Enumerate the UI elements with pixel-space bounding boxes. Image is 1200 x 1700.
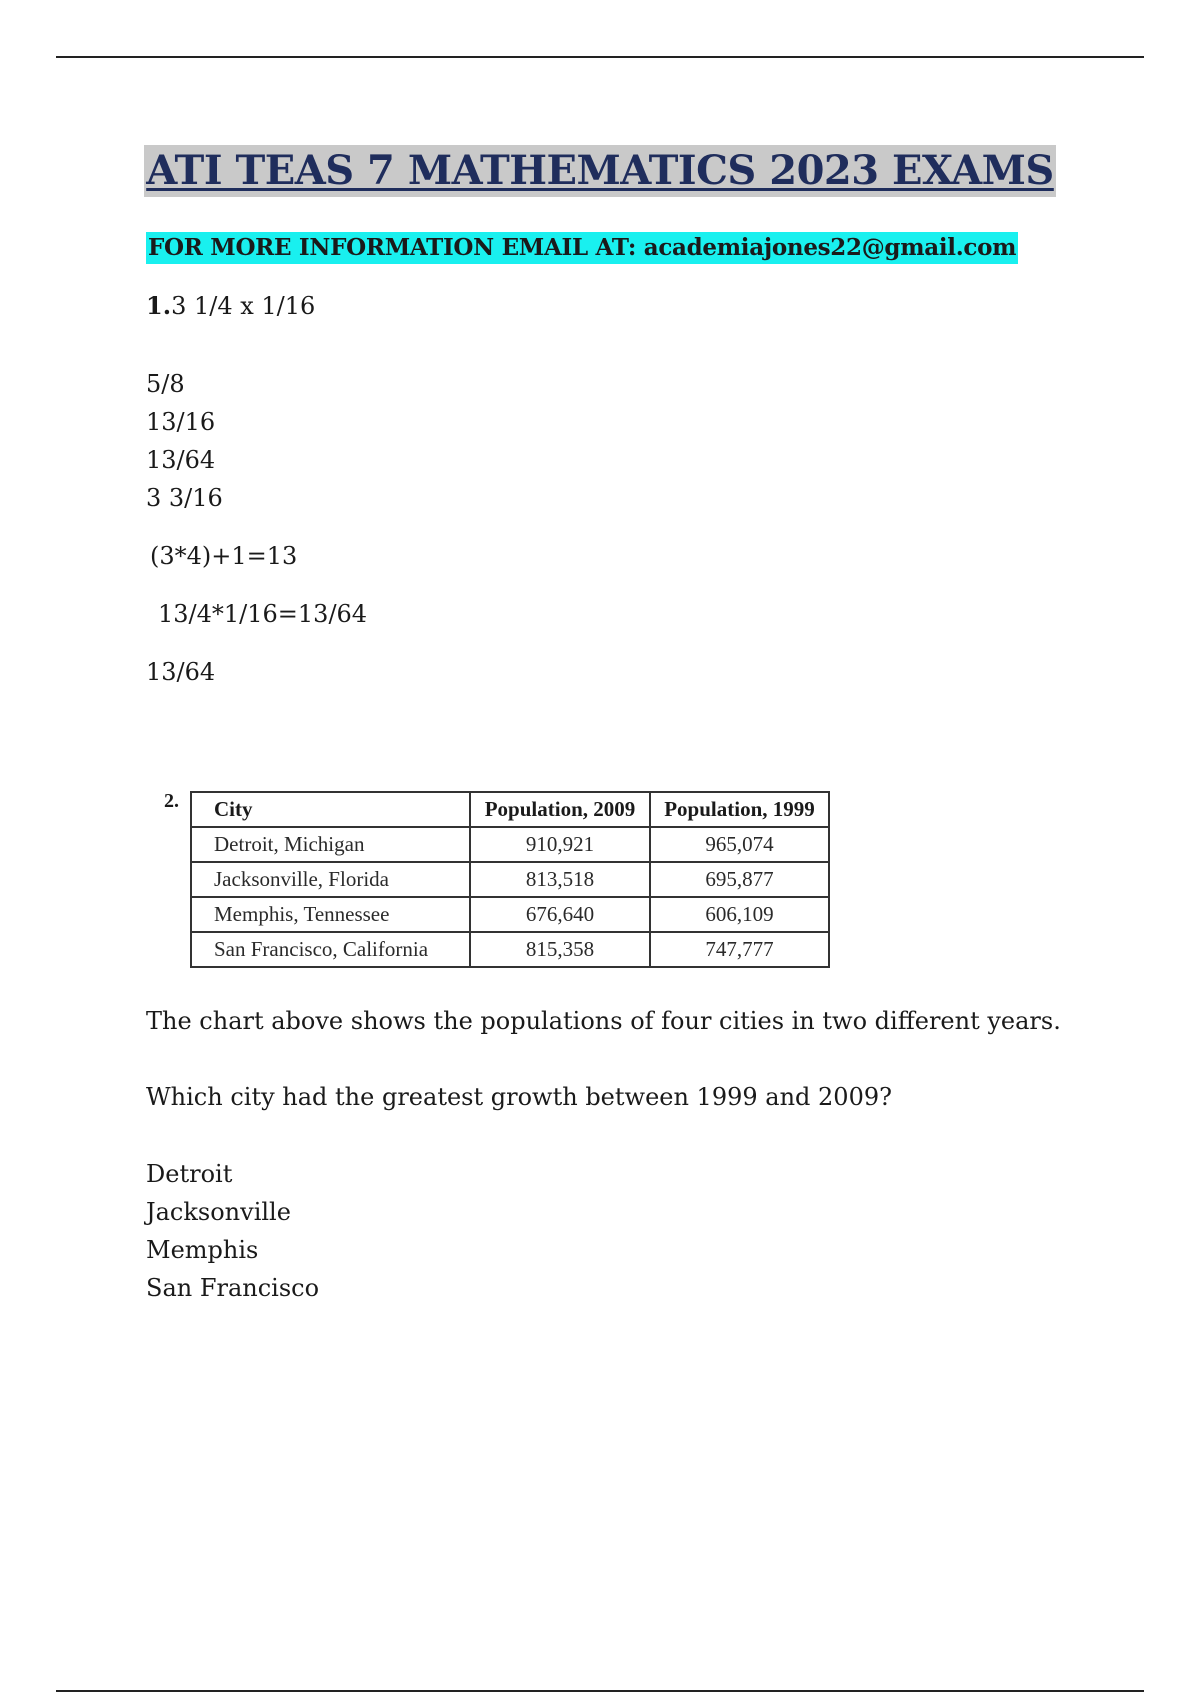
- question-1-work-step: 13/4*1/16=13/64: [158, 600, 368, 628]
- question-1-text: 3 1/4 x 1/16: [171, 292, 316, 320]
- table-row: [191, 932, 829, 967]
- document-title: ATI TEAS 7 MATHEMATICS 2023 EXAMS: [144, 145, 1056, 197]
- choice-item: 13/64: [146, 446, 216, 474]
- question-1-number: 1.: [146, 291, 172, 320]
- table-cell-population-2009: 910,921: [470, 827, 650, 862]
- column-header-population-2009: Population, 2009: [470, 792, 650, 827]
- contact-email-banner: FOR MORE INFORMATION EMAIL AT: academiajones22@gmail.com: [146, 232, 1018, 264]
- choice-item: San Francisco: [146, 1274, 320, 1302]
- table-cell-population-2009: 813,518: [470, 862, 650, 897]
- column-header-city: City: [191, 792, 470, 827]
- question-2-choices: [146, 1155, 319, 1307]
- table-cell-city: Detroit, Michigan: [191, 827, 470, 862]
- table-cell-population-1999: 606,109: [650, 897, 829, 932]
- table-cell-population-1999: 695,877: [650, 862, 829, 897]
- table-cell-population-1999: 965,074: [650, 827, 829, 862]
- table-cell-population-1999: 747,777: [650, 932, 829, 967]
- question-1-prompt: [146, 290, 315, 322]
- table-row: [191, 897, 829, 932]
- table-cell-city: San Francisco, California: [191, 932, 470, 967]
- top-rule: [56, 56, 1144, 58]
- table-header-row: [191, 792, 829, 827]
- question-2-text: Which city had the greatest growth between 1999 and 2009?: [146, 1083, 892, 1111]
- choice-item: 3 3/16: [146, 484, 223, 512]
- question-1-answer: 13/64: [146, 658, 216, 686]
- table-cell-population-2009: 815,358: [470, 932, 650, 967]
- bottom-rule: [56, 1690, 1144, 1692]
- choice-item: Jacksonville: [146, 1198, 291, 1226]
- question-2-number: 2.: [164, 790, 179, 812]
- table-cell-city: Memphis, Tennessee: [191, 897, 470, 932]
- choice-item: Detroit: [146, 1160, 233, 1188]
- table-row: [191, 862, 829, 897]
- population-table: [190, 791, 830, 968]
- table-row: [191, 827, 829, 862]
- choice-item: 5/8: [146, 370, 185, 398]
- choice-item: 13/16: [146, 408, 216, 436]
- choice-item: Memphis: [146, 1236, 259, 1264]
- table-cell-city: Jacksonville, Florida: [191, 862, 470, 897]
- title-container: [0, 145, 1200, 197]
- question-2-description: The chart above shows the populations of four cities in two different years.: [146, 1007, 1061, 1035]
- column-header-population-1999: Population, 1999: [650, 792, 829, 827]
- question-1-work-step: (3*4)+1=13: [150, 542, 298, 570]
- table-cell-population-2009: 676,640: [470, 897, 650, 932]
- question-1-choices: [146, 365, 223, 517]
